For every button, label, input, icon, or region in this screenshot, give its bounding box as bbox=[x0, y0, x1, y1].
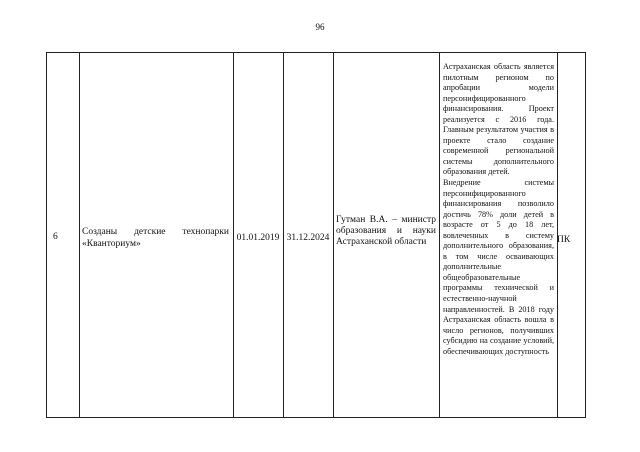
row-number: 6 bbox=[53, 232, 58, 242]
end-date: 31.12.2024 bbox=[286, 233, 330, 243]
start-date-cell bbox=[233, 53, 284, 417]
result-description: Астраханская область является пилотным регионом по апробации модели персонифицированного финансирования. Проект реализуется с 2016 года. Главным результатом участия в проекте стало создание современной региональной системы дополнительного образования детей. Внедрение системы персонифицированного финансирования позволило достичь 78% доли детей в возрасте от 5 до 18 лет, вовлеченных в систему дополнительного образования, в том числе осваивающих дополнительные общеобразовательные программы технической и естественно-научной направленностей. В 2018 году Астраханская область вошла в число регионов, получивших субсидию на создание условий, обеспечивающих доступность bbox=[443, 62, 554, 356]
code-value: ПК bbox=[557, 235, 571, 245]
end-date-cell bbox=[283, 53, 334, 417]
row-number-cell bbox=[46, 53, 80, 417]
code-cell bbox=[557, 53, 586, 417]
start-date: 01.01.2019 bbox=[236, 233, 280, 243]
program-table bbox=[46, 52, 586, 418]
event-name-cell bbox=[78, 53, 234, 417]
event-name: Созданы детские технопарки «Кванториум» bbox=[82, 227, 229, 249]
responsible-cell bbox=[333, 53, 440, 417]
page-number: 96 bbox=[315, 22, 325, 32]
result-cell bbox=[439, 53, 558, 417]
responsible-person: Гутман В.А. – министр образования и науки Астраханской области bbox=[336, 215, 436, 247]
